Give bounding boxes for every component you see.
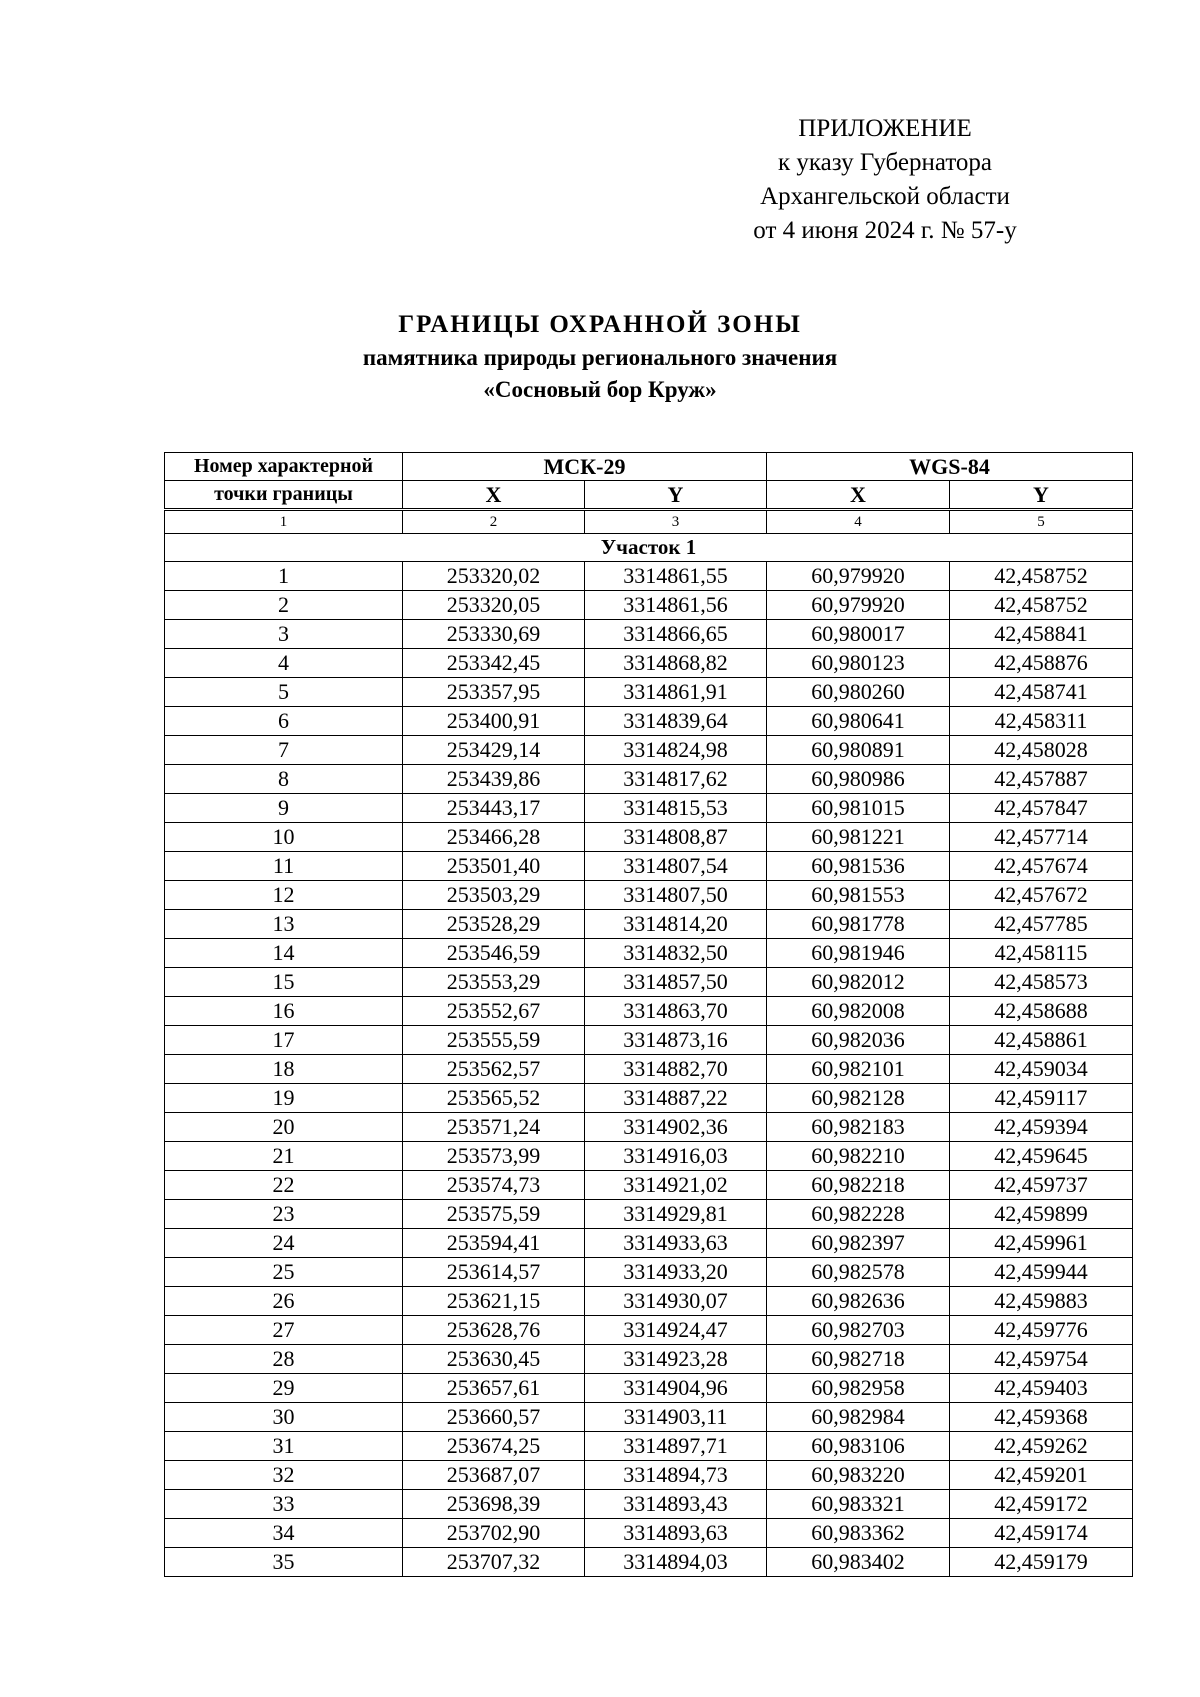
wgs-y-cell: 42,459776 (950, 1316, 1133, 1345)
wgs-x-cell: 60,982128 (767, 1084, 950, 1113)
wgs-y-cell: 42,458752 (950, 562, 1133, 591)
msk-x-cell: 253630,45 (403, 1345, 585, 1374)
msk-y-cell: 3314814,20 (585, 910, 767, 939)
wgs-y-cell: 42,457785 (950, 910, 1133, 939)
header-msk-x: X (403, 481, 585, 510)
point-number-cell: 27 (165, 1316, 403, 1345)
point-number-cell: 19 (165, 1084, 403, 1113)
point-number-cell: 15 (165, 968, 403, 997)
msk-x-cell: 253575,59 (403, 1200, 585, 1229)
wgs-y-cell: 42,458861 (950, 1026, 1133, 1055)
msk-y-cell: 3314924,47 (585, 1316, 767, 1345)
msk-x-cell: 253562,57 (403, 1055, 585, 1084)
point-number-cell: 14 (165, 939, 403, 968)
msk-x-cell: 253571,24 (403, 1113, 585, 1142)
wgs-x-cell: 60,981778 (767, 910, 950, 939)
wgs-x-cell: 60,983106 (767, 1432, 950, 1461)
section-row (165, 534, 1133, 562)
column-number: 3 (585, 510, 767, 534)
msk-y-cell: 3314893,43 (585, 1490, 767, 1519)
point-number-cell: 28 (165, 1345, 403, 1374)
table-row (165, 591, 1133, 620)
table-row (165, 620, 1133, 649)
wgs-y-cell: 42,459645 (950, 1142, 1133, 1171)
point-number-cell: 23 (165, 1200, 403, 1229)
document-title (0, 308, 1200, 406)
point-number-cell: 26 (165, 1287, 403, 1316)
table-row (165, 1374, 1133, 1403)
msk-y-cell: 3314923,28 (585, 1345, 767, 1374)
title-subtitle: памятника природы регионального значения (362, 345, 838, 370)
msk-x-cell: 253501,40 (403, 852, 585, 881)
msk-x-cell: 253528,29 (403, 910, 585, 939)
msk-x-cell: 253614,57 (403, 1258, 585, 1287)
table-row (165, 910, 1133, 939)
wgs-x-cell: 60,980891 (767, 736, 950, 765)
wgs-y-cell: 42,459737 (950, 1171, 1133, 1200)
msk-y-cell: 3314863,70 (585, 997, 767, 1026)
msk-x-cell: 253357,95 (403, 678, 585, 707)
point-number-cell: 7 (165, 736, 403, 765)
point-number-cell: 16 (165, 997, 403, 1026)
wgs-x-cell: 60,982958 (767, 1374, 950, 1403)
msk-x-cell: 253687,07 (403, 1461, 585, 1490)
column-number: 2 (403, 510, 585, 534)
msk-x-cell: 253400,91 (403, 707, 585, 736)
table-row (165, 1142, 1133, 1171)
msk-y-cell: 3314873,16 (585, 1026, 767, 1055)
msk-y-cell: 3314861,56 (585, 591, 767, 620)
table-row (165, 1287, 1133, 1316)
header-msk29: МСК-29 (403, 453, 767, 481)
msk-y-cell: 3314916,03 (585, 1142, 767, 1171)
msk-y-cell: 3314807,50 (585, 881, 767, 910)
wgs-y-cell: 42,459944 (950, 1258, 1133, 1287)
wgs-x-cell: 60,982218 (767, 1171, 950, 1200)
msk-x-cell: 253555,59 (403, 1026, 585, 1055)
header-wgs84: WGS-84 (767, 453, 1133, 481)
point-number-cell: 8 (165, 765, 403, 794)
point-number-cell: 30 (165, 1403, 403, 1432)
wgs-x-cell: 60,982036 (767, 1026, 950, 1055)
wgs-y-cell: 42,458741 (950, 678, 1133, 707)
point-number-cell: 4 (165, 649, 403, 678)
header-msk-y: Y (585, 481, 767, 510)
point-number-cell: 25 (165, 1258, 403, 1287)
table-row (165, 1461, 1133, 1490)
wgs-y-cell: 42,457672 (950, 881, 1133, 910)
appendix-region: Архангельской области (760, 183, 1010, 210)
msk-y-cell: 3314861,91 (585, 678, 767, 707)
msk-y-cell: 3314882,70 (585, 1055, 767, 1084)
table-row (165, 649, 1133, 678)
msk-x-cell: 253657,61 (403, 1374, 585, 1403)
msk-y-cell: 3314903,11 (585, 1403, 767, 1432)
wgs-x-cell: 60,981221 (767, 823, 950, 852)
msk-y-cell: 3314866,65 (585, 620, 767, 649)
msk-x-cell: 253565,52 (403, 1084, 585, 1113)
msk-y-cell: 3314902,36 (585, 1113, 767, 1142)
wgs-x-cell: 60,981015 (767, 794, 950, 823)
table-row (165, 1026, 1133, 1055)
wgs-x-cell: 60,982101 (767, 1055, 950, 1084)
msk-y-cell: 3314904,96 (585, 1374, 767, 1403)
point-number-cell: 20 (165, 1113, 403, 1142)
point-number-cell: 33 (165, 1490, 403, 1519)
wgs-y-cell: 42,457887 (950, 765, 1133, 794)
appendix-date: от 4 июня 2024 г. № 57-у (753, 217, 1017, 244)
header-point-number-line1: Номер характерной (165, 453, 403, 481)
msk-y-cell: 3314887,22 (585, 1084, 767, 1113)
wgs-y-cell: 42,457847 (950, 794, 1133, 823)
wgs-y-cell: 42,459394 (950, 1113, 1133, 1142)
wgs-x-cell: 60,980017 (767, 620, 950, 649)
header-wgs-y: Y (950, 481, 1133, 510)
wgs-y-cell: 42,459883 (950, 1287, 1133, 1316)
point-number-cell: 11 (165, 852, 403, 881)
msk-x-cell: 253621,15 (403, 1287, 585, 1316)
msk-y-cell: 3314807,54 (585, 852, 767, 881)
header-point-number-line2: точки границы (165, 481, 403, 510)
msk-y-cell: 3314894,73 (585, 1461, 767, 1490)
msk-y-cell: 3314868,82 (585, 649, 767, 678)
table-row (165, 823, 1133, 852)
point-number-cell: 1 (165, 562, 403, 591)
point-number-cell: 3 (165, 620, 403, 649)
point-number-cell: 13 (165, 910, 403, 939)
msk-x-cell: 253439,86 (403, 765, 585, 794)
wgs-x-cell: 60,982012 (767, 968, 950, 997)
column-number: 4 (767, 510, 950, 534)
msk-y-cell: 3314894,03 (585, 1548, 767, 1577)
msk-y-cell: 3314897,71 (585, 1432, 767, 1461)
table-row (165, 1113, 1133, 1142)
table-row (165, 1258, 1133, 1287)
msk-x-cell: 253429,14 (403, 736, 585, 765)
point-number-cell: 18 (165, 1055, 403, 1084)
table-row (165, 1403, 1133, 1432)
point-number-cell: 31 (165, 1432, 403, 1461)
msk-y-cell: 3314929,81 (585, 1200, 767, 1229)
msk-x-cell: 253702,90 (403, 1519, 585, 1548)
column-number: 1 (165, 510, 403, 534)
point-number-cell: 12 (165, 881, 403, 910)
table-row (165, 736, 1133, 765)
msk-y-cell: 3314839,64 (585, 707, 767, 736)
wgs-x-cell: 60,980641 (767, 707, 950, 736)
msk-y-cell: 3314808,87 (585, 823, 767, 852)
msk-x-cell: 253573,99 (403, 1142, 585, 1171)
table-row (165, 1345, 1133, 1374)
msk-y-cell: 3314817,62 (585, 765, 767, 794)
table-row (165, 562, 1133, 591)
wgs-y-cell: 42,457714 (950, 823, 1133, 852)
wgs-y-cell: 42,458573 (950, 968, 1133, 997)
msk-y-cell: 3314832,50 (585, 939, 767, 968)
msk-x-cell: 253443,17 (403, 794, 585, 823)
wgs-x-cell: 60,980986 (767, 765, 950, 794)
appendix-decree-ref: к указу Губернатора (777, 149, 993, 176)
msk-x-cell: 253552,67 (403, 997, 585, 1026)
title-main: ГРАНИЦЫ ОХРАННОЙ ЗОНЫ (398, 311, 802, 338)
wgs-y-cell: 42,459034 (950, 1055, 1133, 1084)
wgs-y-cell: 42,458688 (950, 997, 1133, 1026)
wgs-y-cell: 42,458311 (950, 707, 1133, 736)
table-row (165, 1490, 1133, 1519)
table-row (165, 968, 1133, 997)
wgs-y-cell: 42,459368 (950, 1403, 1133, 1432)
msk-x-cell: 253628,76 (403, 1316, 585, 1345)
msk-x-cell: 253342,45 (403, 649, 585, 678)
wgs-y-cell: 42,458028 (950, 736, 1133, 765)
wgs-x-cell: 60,982703 (767, 1316, 950, 1345)
msk-x-cell: 253546,59 (403, 939, 585, 968)
msk-y-cell: 3314824,98 (585, 736, 767, 765)
wgs-x-cell: 60,979920 (767, 562, 950, 591)
point-number-cell: 2 (165, 591, 403, 620)
point-number-cell: 24 (165, 1229, 403, 1258)
table-row (165, 939, 1133, 968)
msk-x-cell: 253320,02 (403, 562, 585, 591)
wgs-y-cell: 42,458841 (950, 620, 1133, 649)
point-number-cell: 35 (165, 1548, 403, 1577)
wgs-x-cell: 60,981536 (767, 852, 950, 881)
msk-x-cell: 253503,29 (403, 881, 585, 910)
msk-y-cell: 3314933,63 (585, 1229, 767, 1258)
wgs-x-cell: 60,982210 (767, 1142, 950, 1171)
table-row (165, 678, 1133, 707)
point-number-cell: 22 (165, 1171, 403, 1200)
msk-x-cell: 253594,41 (403, 1229, 585, 1258)
msk-x-cell: 253707,32 (403, 1548, 585, 1577)
msk-y-cell: 3314893,63 (585, 1519, 767, 1548)
table-row (165, 1084, 1133, 1113)
wgs-x-cell: 60,983362 (767, 1519, 950, 1548)
wgs-x-cell: 60,981553 (767, 881, 950, 910)
header-wgs-x: X (767, 481, 950, 510)
wgs-x-cell: 60,982984 (767, 1403, 950, 1432)
wgs-x-cell: 60,980123 (767, 649, 950, 678)
wgs-y-cell: 42,459961 (950, 1229, 1133, 1258)
point-number-cell: 21 (165, 1142, 403, 1171)
wgs-x-cell: 60,982718 (767, 1345, 950, 1374)
table-row (165, 997, 1133, 1026)
msk-x-cell: 253320,05 (403, 591, 585, 620)
point-number-cell: 6 (165, 707, 403, 736)
wgs-y-cell: 42,459179 (950, 1548, 1133, 1577)
msk-x-cell: 253674,25 (403, 1432, 585, 1461)
table-row (165, 1519, 1133, 1548)
table-row (165, 1229, 1133, 1258)
wgs-y-cell: 42,458876 (950, 649, 1133, 678)
wgs-x-cell: 60,980260 (767, 678, 950, 707)
wgs-x-cell: 60,979920 (767, 591, 950, 620)
coordinates-table (164, 452, 1133, 1577)
wgs-x-cell: 60,982578 (767, 1258, 950, 1287)
wgs-x-cell: 60,982008 (767, 997, 950, 1026)
appendix-header (740, 112, 1030, 248)
msk-x-cell: 253660,57 (403, 1403, 585, 1432)
msk-y-cell: 3314930,07 (585, 1287, 767, 1316)
wgs-x-cell: 60,982183 (767, 1113, 950, 1142)
point-number-cell: 5 (165, 678, 403, 707)
wgs-x-cell: 60,982228 (767, 1200, 950, 1229)
msk-y-cell: 3314921,02 (585, 1171, 767, 1200)
point-number-cell: 9 (165, 794, 403, 823)
table-row (165, 1316, 1133, 1345)
wgs-y-cell: 42,459262 (950, 1432, 1133, 1461)
msk-x-cell: 253330,69 (403, 620, 585, 649)
wgs-y-cell: 42,459172 (950, 1490, 1133, 1519)
appendix-label: ПРИЛОЖЕНИЕ (798, 115, 972, 142)
wgs-x-cell: 60,983402 (767, 1548, 950, 1577)
wgs-x-cell: 60,982397 (767, 1229, 950, 1258)
table-row (165, 1171, 1133, 1200)
wgs-x-cell: 60,981946 (767, 939, 950, 968)
table-row (165, 765, 1133, 794)
point-number-cell: 34 (165, 1519, 403, 1548)
section-title: Участок 1 (165, 534, 1133, 562)
point-number-cell: 29 (165, 1374, 403, 1403)
wgs-y-cell: 42,459174 (950, 1519, 1133, 1548)
wgs-x-cell: 60,982636 (767, 1287, 950, 1316)
wgs-y-cell: 42,459899 (950, 1200, 1133, 1229)
msk-y-cell: 3314815,53 (585, 794, 767, 823)
table-row (165, 794, 1133, 823)
wgs-y-cell: 42,458752 (950, 591, 1133, 620)
table-row (165, 1548, 1133, 1577)
table-row (165, 1200, 1133, 1229)
msk-x-cell: 253574,73 (403, 1171, 585, 1200)
table-row (165, 707, 1133, 736)
point-number-cell: 10 (165, 823, 403, 852)
wgs-y-cell: 42,459403 (950, 1374, 1133, 1403)
wgs-y-cell: 42,458115 (950, 939, 1133, 968)
table-row (165, 1432, 1133, 1461)
column-number-row (165, 510, 1133, 534)
msk-y-cell: 3314861,55 (585, 562, 767, 591)
msk-y-cell: 3314857,50 (585, 968, 767, 997)
msk-x-cell: 253466,28 (403, 823, 585, 852)
wgs-x-cell: 60,983220 (767, 1461, 950, 1490)
wgs-y-cell: 42,459201 (950, 1461, 1133, 1490)
msk-y-cell: 3314933,20 (585, 1258, 767, 1287)
wgs-y-cell: 42,459117 (950, 1084, 1133, 1113)
wgs-y-cell: 42,457674 (950, 852, 1133, 881)
table-row (165, 881, 1133, 910)
table-row (165, 852, 1133, 881)
wgs-x-cell: 60,983321 (767, 1490, 950, 1519)
point-number-cell: 17 (165, 1026, 403, 1055)
msk-x-cell: 253553,29 (403, 968, 585, 997)
column-number: 5 (950, 510, 1133, 534)
title-object-name: «Сосновый бор Круж» (483, 377, 717, 402)
msk-x-cell: 253698,39 (403, 1490, 585, 1519)
wgs-y-cell: 42,459754 (950, 1345, 1133, 1374)
point-number-cell: 32 (165, 1461, 403, 1490)
table-row (165, 1055, 1133, 1084)
